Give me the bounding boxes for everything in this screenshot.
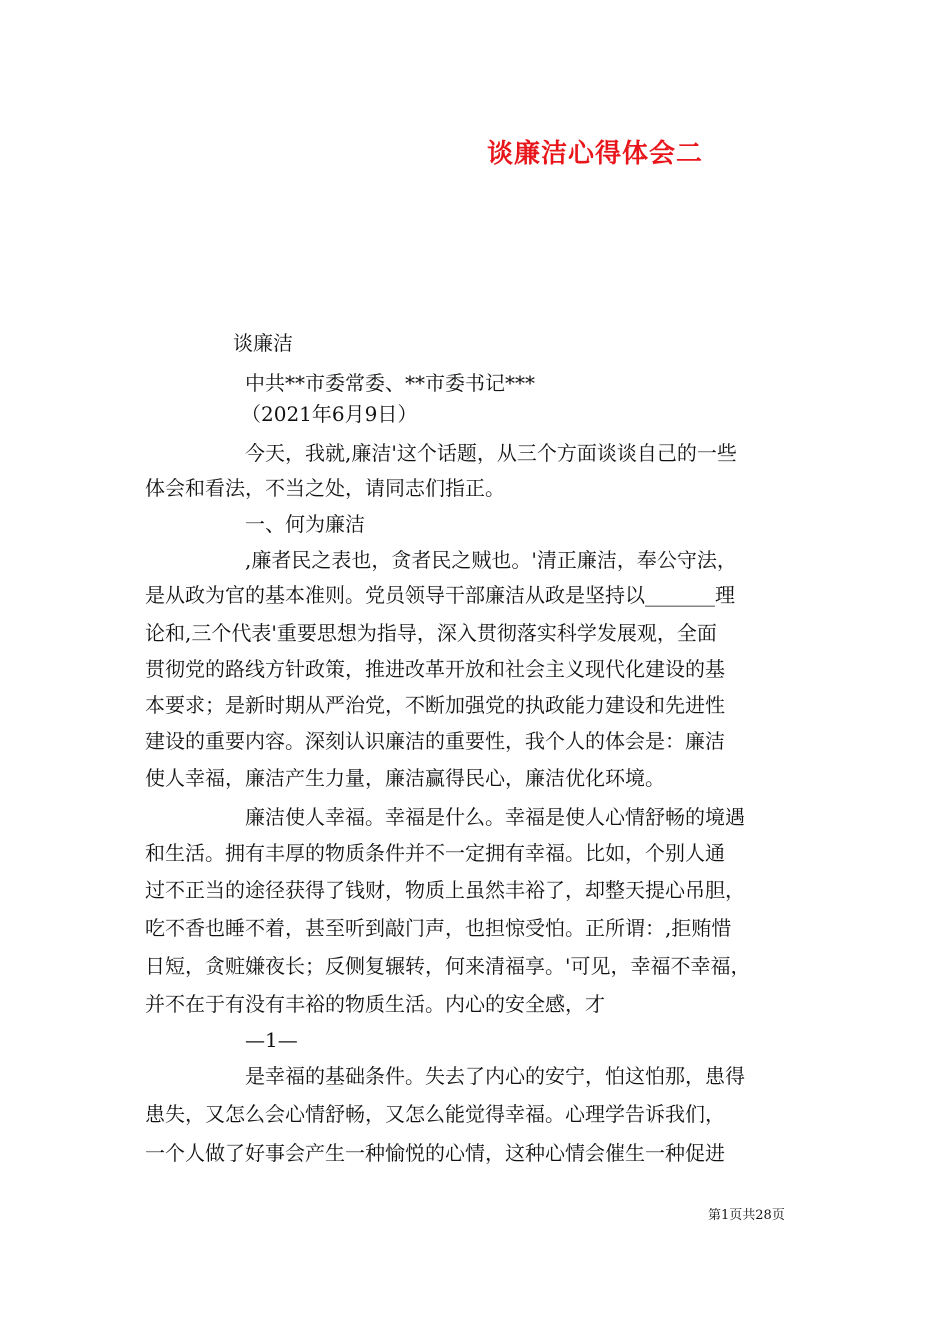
page-marker: —1— <box>245 1028 298 1052</box>
body-line: 廉洁使人幸福。幸福是什么。幸福是使人心情舒畅的境遇 <box>245 805 745 829</box>
body-line: ,廉者民之表也，贪者民之贼也。'清正廉洁，奉公守法， <box>245 548 737 572</box>
body-line: 吃不香也睡不着，甚至听到敲门声，也担惊受怕。正所谓：,拒贿惜 <box>145 916 732 940</box>
body-line: 一个人做了好事会产生一种愉悦的心情，这种心情会催生一种促进 <box>145 1141 725 1165</box>
document-title: 谈廉洁心得体会二 <box>487 139 704 169</box>
body-line: 使人幸福，廉洁产生力量，廉洁赢得民心，廉洁优化环境。 <box>145 766 665 790</box>
body-line: 是从政为官的基本准则。党员领导干部廉洁从政是坚持以_______理 <box>145 583 735 607</box>
body-line: 建设的重要内容。深刻认识廉洁的重要性，我个人的体会是：廉洁 <box>145 729 725 753</box>
body-line: 体会和看法，不当之处，请同志们指正。 <box>145 476 505 500</box>
date-line: （2021年6月9日） <box>241 402 418 426</box>
author-line: 中共**市委常委、**市委书记*** <box>245 371 535 395</box>
body-line: 论和,三个代表'重要思想为指导，深入贯彻落实科学发展观，全面 <box>145 621 717 645</box>
page-footer: 第1页共28页 <box>708 1208 785 1223</box>
body-line: 并不在于有没有丰裕的物质生活。内心的安全感，才 <box>145 992 605 1016</box>
subheading: 一、何为廉洁 <box>245 512 365 536</box>
body-line: 日短，贪赃嫌夜长；反侧复辗转，何来清福享。'可见，幸福不幸福， <box>145 954 751 978</box>
body-line: 本要求；是新时期从严治党，不断加强党的执政能力建设和先进性 <box>145 693 725 717</box>
body-line: 患失，又怎么会心情舒畅，又怎么能觉得幸福。心理学告诉我们， <box>145 1102 725 1126</box>
body-line: 贯彻党的路线方针政策，推进改革开放和社会主义现代化建设的基 <box>145 657 725 681</box>
section-heading: 谈廉洁 <box>233 331 293 355</box>
body-line: 过不正当的途径获得了钱财，物质上虽然丰裕了，却整天提心吊胆， <box>145 878 745 902</box>
body-line: 是幸福的基础条件。失去了内心的安宁，怕这怕那，患得 <box>245 1064 745 1088</box>
body-line: 今天，我就,廉洁'这个话题，从三个方面谈谈自己的一些 <box>245 441 737 465</box>
body-line: 和生活。拥有丰厚的物质条件并不一定拥有幸福。比如，个别人通 <box>145 841 725 865</box>
